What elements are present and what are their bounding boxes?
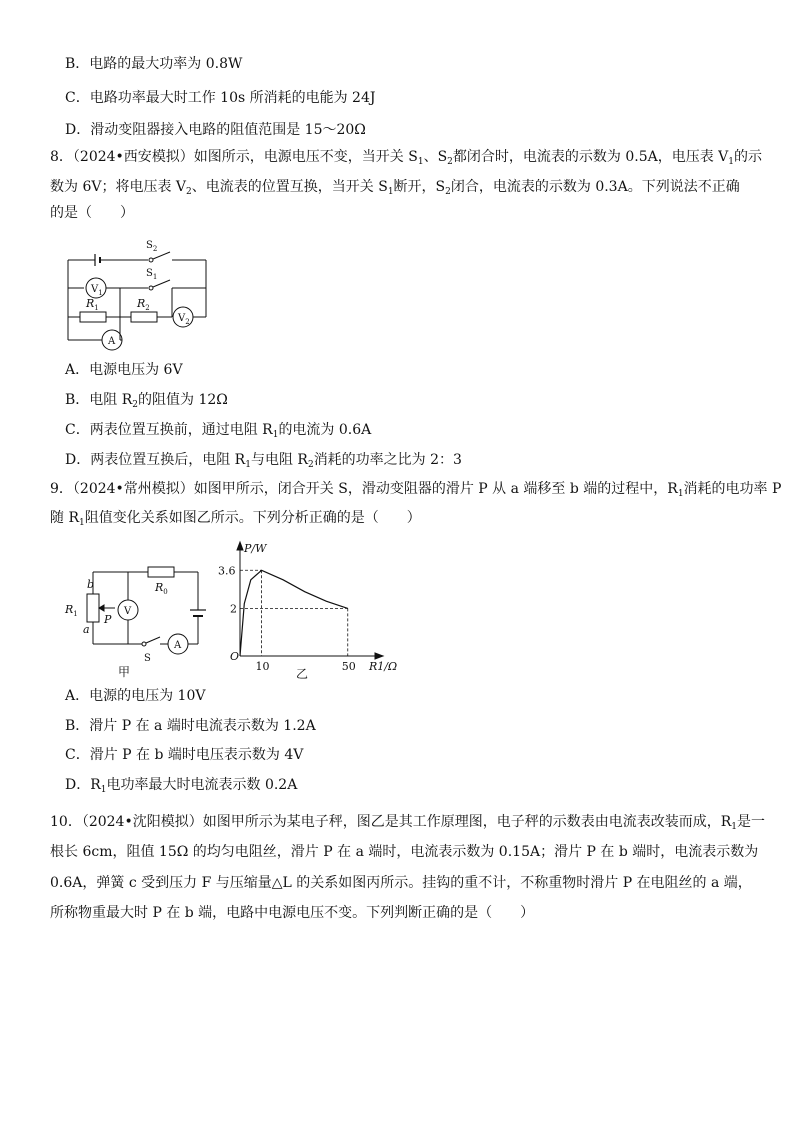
- y-tick-label-0: 3.6: [218, 564, 236, 578]
- q10-stem-line4: 所称物重最大时 P 在 b 端，电路中电源电压不变。下列判断正确的是（ ）: [50, 905, 535, 921]
- q8-circuit-diagram: [60, 234, 225, 354]
- svg-text:R2: $R_2$: [137, 297, 150, 312]
- y-tick-label-1: 2: [230, 602, 237, 616]
- svg-text:S: S: [144, 653, 151, 664]
- svg-text:R1: $R_1$: [65, 603, 78, 618]
- q9-option-d: D．$R_1$电功率最大时电流表示数 0.2A: [65, 777, 298, 795]
- q9-graph-yi: [212, 540, 397, 680]
- q8-option-c: C．两表位置互换前，通过电阻 $R_1$的电流为 0.6A: [65, 422, 372, 440]
- q8-stem-line2: 数为 6V；将电压表 $V_2$、电流表的位置互换，当开关 $S_1$断开，$S_2$闭合，电流表的示数为 0.3A。下列说法不正确: [50, 179, 740, 197]
- q10-stem-line2: 根长 6cm，阻值 15Ω 的均匀电阻丝，滑片 P 在 a 端时，电流表示数为 0.15A；滑片 P 在 b 端时，电流表示数为: [50, 844, 759, 860]
- svg-text:a: a: [83, 623, 90, 636]
- svg-text:R0: $R_0$: [155, 581, 168, 596]
- q7-option-d: D．滑动变阻器接入电路的阻值范围是 15～20Ω: [65, 122, 366, 138]
- y-axis-label: P/W: [244, 542, 267, 555]
- svg-text:V2: $V_2$: [178, 313, 190, 326]
- q8-option-b: B．电阻 $R_2$的阻值为 12Ω: [65, 392, 228, 410]
- q9-circuit-jia: [60, 560, 220, 680]
- q10-stem-line1: 10．（2024•沈阳模拟）如图甲所示为某电子秤，图乙是其工作原理图，电子秤的示数表由电流表改装而成，$R_1$是一: [50, 814, 765, 832]
- q9-stem-line1: 9．（2024•常州模拟）如图甲所示，闭合开关 S，滑动变阻器的滑片 P 从 a 端移至 b 端的过程中，$R_1$消耗的电功率 P: [50, 481, 782, 499]
- svg-text:S1: $S_1$: [146, 268, 158, 281]
- y-axis-arrow: [237, 542, 243, 550]
- svg-text:甲: 甲: [118, 665, 131, 679]
- x-tick-label-1: 50: [341, 660, 356, 673]
- svg-text:V: V: [124, 606, 132, 617]
- chart-caption: 乙: [296, 667, 309, 680]
- origin-label: O: [230, 650, 240, 663]
- q10-stem-line3: 0.6A，弹簧 c 受到压力 F 与压缩量△L 的关系如图丙所示。挂钩的重不计，不称重物时滑片 P 在电阻丝的 a 端，: [50, 875, 752, 891]
- q9-option-b: B．滑片 P 在 a 端时电流表示数为 1.2A: [65, 718, 316, 734]
- q7-option-c: C．电路功率最大时工作 10s 所消耗的电能为 24J: [65, 90, 376, 106]
- x-axis-arrow: [375, 653, 383, 659]
- svg-text:V1: $V_1$: [91, 284, 103, 297]
- q8-stem-line3: 的是（ ）: [50, 205, 134, 221]
- q9-option-a: A．电源的电压为 10V: [65, 688, 206, 704]
- q9-option-c: C．滑片 P 在 b 端时电压表示数为 4V: [65, 747, 304, 763]
- svg-text:S2: $S_2$: [146, 240, 158, 253]
- q7-option-b: B．电路的最大功率为 0.8W: [65, 56, 243, 72]
- x-tick-label-0: 10: [255, 660, 270, 673]
- q8-option-d: D．两表位置互换后，电阻 $R_1$与电阻 $R_2$消耗的功率之比为 2：3: [65, 452, 462, 470]
- svg-text:b: b: [87, 578, 95, 591]
- q8-stem-line1: 8．（2024•西安模拟）如图所示，电源电压不变，当开关 $S_1$、$S_2$都闭合时，电流表的示数为 0.5A，电压表 $V_1$的示: [50, 149, 763, 167]
- svg-text:A: A: [174, 640, 182, 651]
- svg-text:P: P: [104, 613, 112, 626]
- power-curve: [240, 570, 348, 656]
- svg-text:A: A: [108, 336, 116, 347]
- q8-option-a: A．电源电压为 6V: [65, 362, 183, 378]
- svg-text:R1: $R_1$: [86, 297, 99, 312]
- q9-stem-line2: 随 $R_1$阻值变化关系如图乙所示。下列分析正确的是（ ）: [50, 510, 421, 528]
- x-axis-label: R1/Ω: [369, 660, 397, 673]
